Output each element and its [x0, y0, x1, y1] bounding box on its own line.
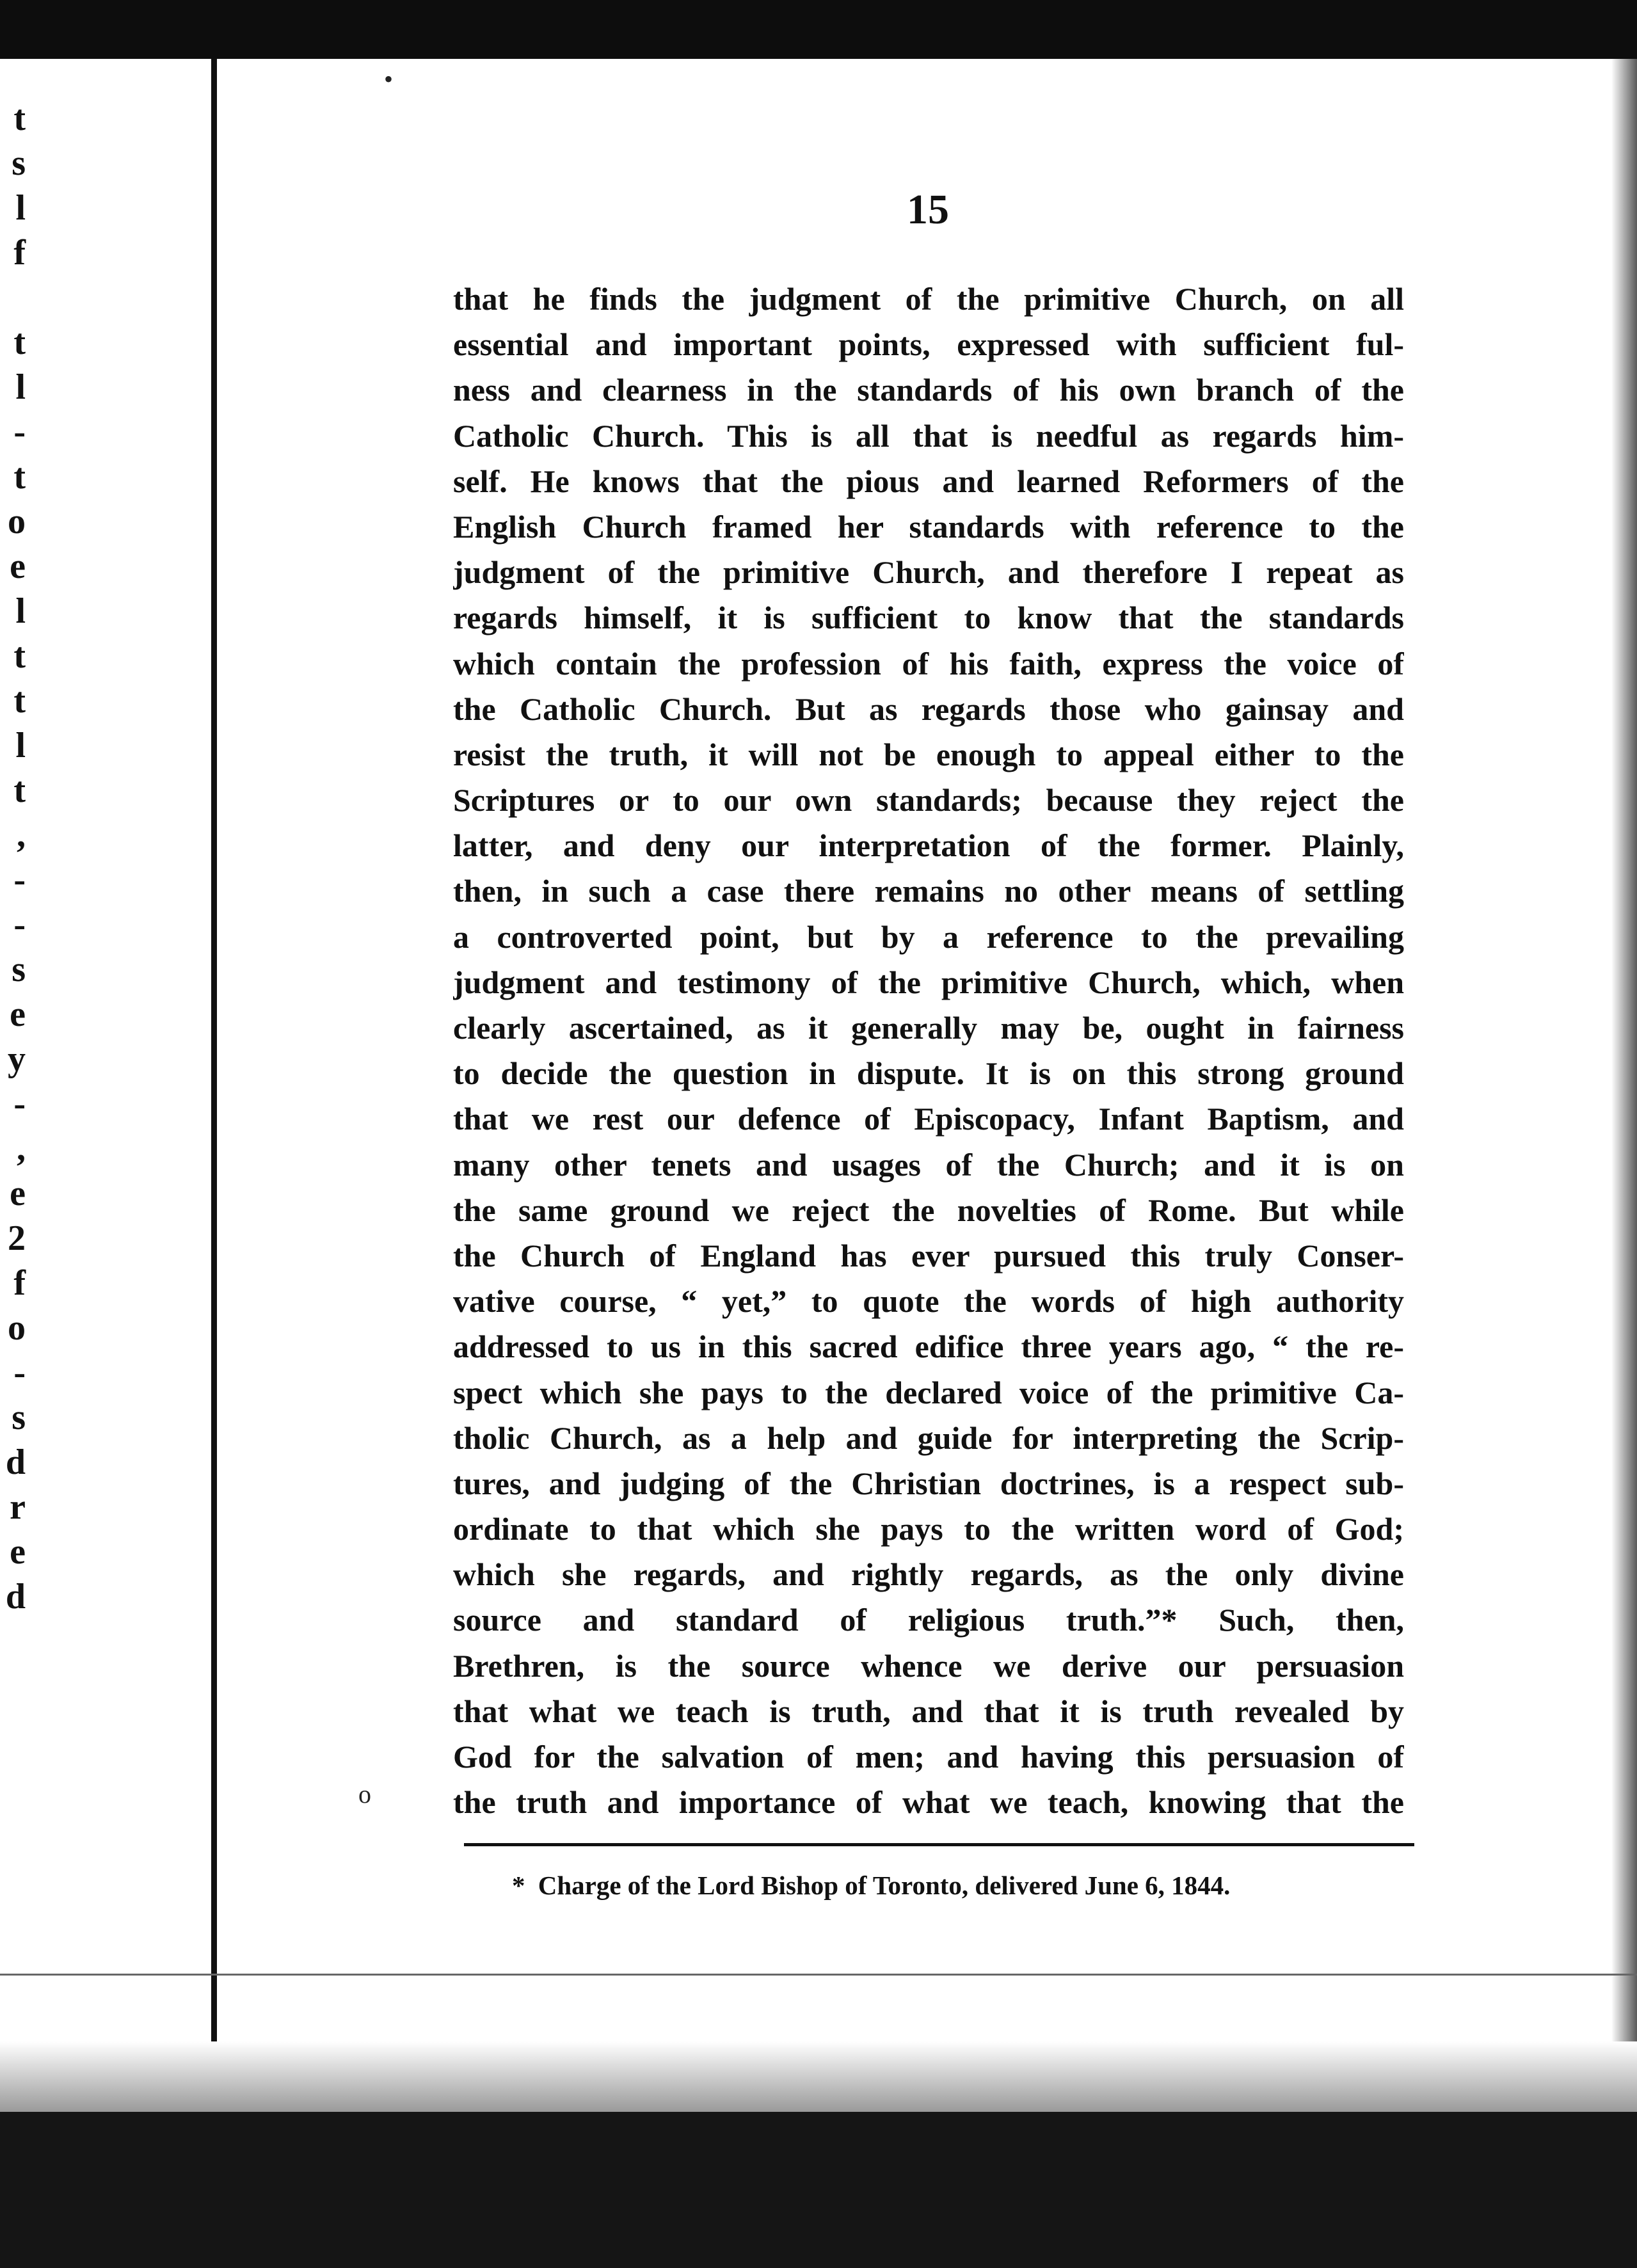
bleed-letter: 2 — [8, 1218, 26, 1258]
text-line: ness and clearness in the standards of his own branch of the — [453, 372, 1404, 408]
text-line: ordinate to that which she pays to the written word of God; — [453, 1511, 1404, 1547]
footnote-rule — [464, 1843, 1414, 1846]
text-line: judgment of the primitive Church, and therefore I repeat as — [453, 554, 1404, 591]
text-line: then, in such a case there remains no other means of settling — [453, 873, 1404, 909]
bleed-letter: y — [8, 1039, 26, 1079]
text-line: which she regards, and rightly regards, as the only divine — [453, 1556, 1404, 1593]
bleed-letter: o — [8, 1308, 26, 1348]
bleed-letter: , — [17, 815, 26, 855]
bleed-letter: - — [13, 860, 26, 900]
bleed-letter: t — [13, 771, 26, 810]
bleed-letter: o — [8, 502, 26, 541]
bleed-letter: r — [10, 1487, 26, 1527]
bleed-letter: l — [15, 726, 26, 765]
text-line: judgment and testimony of the primitive Church, which, when — [453, 964, 1404, 1000]
scan-top-border — [0, 0, 1637, 59]
bleed-letter: - — [13, 412, 26, 452]
text-line: Brethren, is the source whence we derive our persuasion — [453, 1647, 1404, 1684]
text-line: tures, and judging of the Christian doctrines, is a respect sub- — [453, 1465, 1404, 1501]
text-line: Scriptures or to our own standards; because they reject the — [453, 782, 1404, 819]
text-line: the truth and importance of what we teach, knowing that the — [453, 1784, 1404, 1821]
text-line: Catholic Church. This is all that is needful as regards him- — [453, 417, 1404, 454]
scan-right-edge — [1611, 59, 1637, 2120]
text-line: that he finds the judgment of the primitive Church, on all — [453, 281, 1404, 317]
bleed-letter: - — [13, 1353, 26, 1393]
text-line: the same ground we reject the novelties of Rome. But while — [453, 1192, 1404, 1228]
text-line: essential and important points, expressed with sufficient ful- — [453, 326, 1404, 363]
bleed-letter — [0, 275, 26, 320]
bleed-letter: - — [13, 1084, 26, 1124]
text-line: the Catholic Church. But as regards those who gainsay and — [453, 691, 1404, 727]
bleed-letter: e — [10, 994, 26, 1034]
bleed-letter: f — [13, 233, 26, 273]
text-line: tholic Church, as a help and guide for interpreting the Scrip- — [453, 1419, 1404, 1456]
binding-gutter-line — [211, 59, 217, 2056]
bleed-letter: - — [13, 905, 26, 945]
text-line: addressed to us in this sacred edifice three years ago, “ the re- — [453, 1329, 1404, 1365]
scan-speck: • — [384, 65, 394, 93]
text-line: the Church of England has ever pursued this truly Conser- — [453, 1237, 1404, 1274]
text-line: a controverted point, but by a reference to the prevailing — [453, 918, 1404, 955]
bleed-letter: d — [5, 1442, 26, 1482]
footnote — [512, 1870, 1408, 1901]
text-line: to decide the question in dispute. It is on this strong ground — [453, 1055, 1404, 1092]
footnote-text: Charge of the Lord Bishop of Toronto, delivered June 6, 1844. — [538, 1871, 1231, 1900]
bleed-letter: d — [5, 1577, 26, 1617]
facing-page-bleed-letters — [0, 96, 26, 1619]
bleed-letter: t — [13, 681, 26, 721]
page-bottom-edge — [0, 1974, 1637, 1976]
bleed-letter: l — [15, 591, 26, 631]
text-line: God for the salvation of men; and having this persuasion of — [453, 1739, 1404, 1775]
bleed-letter: e — [10, 1532, 26, 1572]
text-line: many other tenets and usages of the Church; and it is on — [453, 1146, 1404, 1183]
text-line: latter, and deny our interpretation of the former. Plainly, — [453, 827, 1404, 864]
text-line: source and standard of religious truth.”* Such, then, — [453, 1602, 1404, 1638]
text-line: resist the truth, it will not be enough to appeal either to the — [453, 736, 1404, 772]
text-line: that we rest our defence of Episcopacy, Infant Baptism, and — [453, 1101, 1404, 1137]
text-line: that what we teach is truth, and that it is truth revealed by — [453, 1693, 1404, 1729]
bleed-letter: s — [12, 143, 26, 183]
bleed-letter: t — [13, 323, 26, 362]
bleed-letter: s — [12, 950, 26, 989]
bleed-letter: t — [13, 99, 26, 138]
text-line: which contain the profession of his faith, express the voice of — [453, 645, 1404, 682]
text-line: vative course, “ yet,” to quote the words of high authority — [453, 1283, 1404, 1320]
text-line: spect which she pays to the declared voice of the primitive Ca- — [453, 1374, 1404, 1410]
bleed-letter: s — [12, 1398, 26, 1437]
bleed-letter: e — [10, 1174, 26, 1213]
footnote-mark: * — [512, 1871, 525, 1900]
bleed-letter: e — [10, 547, 26, 586]
scan-speck: o — [358, 1780, 371, 1809]
bleed-letter: l — [15, 188, 26, 228]
bleed-letter: t — [13, 457, 26, 497]
scan-bottom-border — [0, 2112, 1637, 2268]
body-text — [453, 276, 1404, 1825]
bleed-letter: f — [13, 1263, 26, 1303]
page-number: 15 — [907, 186, 949, 233]
text-line: clearly ascertained, as it generally may be, ought in fairness — [453, 1010, 1404, 1046]
text-line: regards himself, it is sufficient to know that the standards — [453, 600, 1404, 636]
text-line: self. He knows that the pious and learned Reformers of the — [453, 463, 1404, 499]
text-line: English Church framed her standards with reference to the — [453, 508, 1404, 545]
bleed-letter: t — [13, 636, 26, 676]
bleed-letter: l — [15, 367, 26, 407]
facing-page-edge — [0, 59, 192, 1979]
bleed-letter: , — [17, 1129, 26, 1169]
